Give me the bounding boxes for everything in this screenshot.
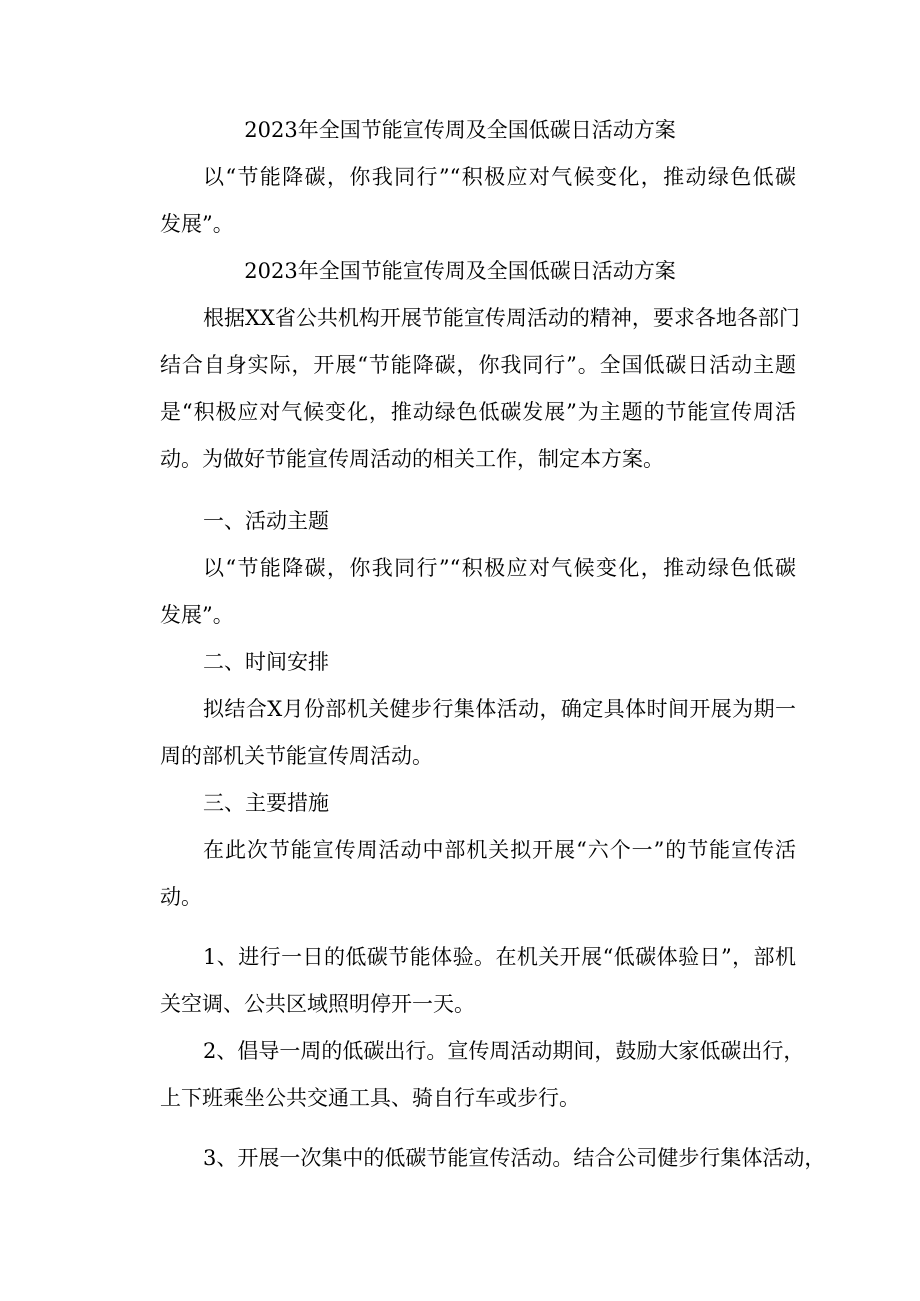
paragraph-line: 发展”。: [160, 603, 234, 627]
document-subtitle: 2023年全国节能宣传周及全国低碳日活动方案: [244, 259, 676, 283]
paragraph-line: 结合自身实际，开展“节能降碳，你我同行”。全国低碳日活动主题: [160, 353, 796, 377]
section-heading: 二、时间安排: [203, 650, 329, 674]
paragraph-line: 周的部机关节能宣传周活动。: [160, 744, 433, 768]
list-item-line: 1、进行一日的低碳节能体验。在机关开展“低碳体验日”，部机: [203, 945, 796, 969]
paragraph-line: 拟结合X月份部机关健步行集体活动，确定具体时间开展为期一: [203, 697, 796, 721]
paragraph-line: 根据XX省公共机构开展节能宣传周活动的精神，要求各地各部门: [203, 306, 800, 330]
list-item-line: 2、倡导一周的低碳出行。宣传周活动期间，鼓励大家低碳出行，: [203, 1039, 805, 1063]
section-heading: 一、活动主题: [203, 509, 329, 533]
paragraph-line: 在此次节能宣传周活动中部机关拟开展“六个一”的节能宣传活: [203, 838, 796, 862]
paragraph-line: 以“节能降碳，你我同行”“积极应对气候变化，推动绿色低碳: [203, 556, 796, 580]
paragraph-line: 动。为做好节能宣传周活动的相关工作，制定本方案。: [160, 447, 664, 471]
paragraph-line: 是“积极应对气候变化，推动绿色低碳发展”为主题的节能宣传周活: [160, 400, 796, 424]
intro-line: 发展”。: [160, 212, 234, 236]
list-item-line: 3、开展一次集中的低碳节能宣传活动。结合公司健步行集体活动，: [203, 1146, 826, 1170]
list-item-line: 上下班乘坐公共交通工具、骑自行车或步行。: [160, 1086, 580, 1110]
document-title: 2023年全国节能宣传周及全国低碳日活动方案: [244, 118, 676, 142]
list-item-line: 关空调、公共区域照明停开一天。: [160, 992, 475, 1016]
section-heading: 三、主要措施: [203, 791, 329, 815]
intro-line: 以“节能降碳，你我同行”“积极应对气候变化，推动绿色低碳: [203, 165, 796, 189]
paragraph-line: 动。: [160, 885, 202, 909]
